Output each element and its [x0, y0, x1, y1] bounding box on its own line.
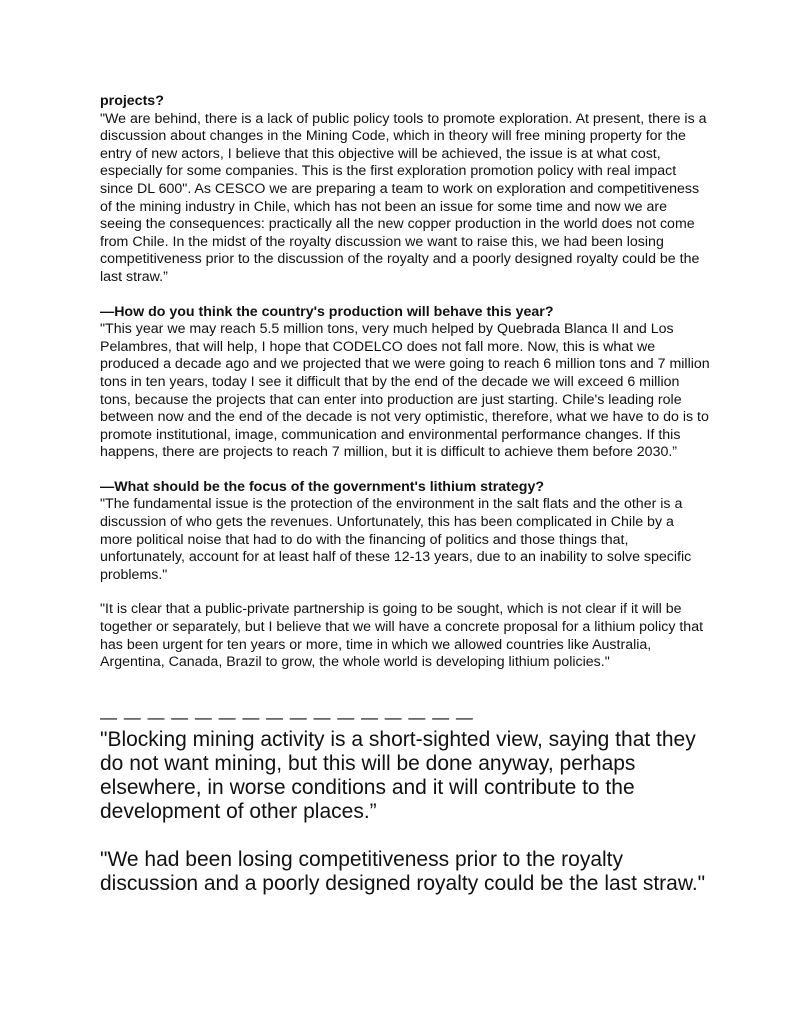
question-3: —What should be the focus of the government's lithium strategy?	[100, 478, 545, 495]
pull-quote-1: "Blocking mining activity is a short-sighted view, saying that they do not want mining, but this will be done anyway, perhaps elsewhere, in worse conditions and it will contribute to the development of other places.”	[100, 727, 696, 823]
answer-3b: "It is clear that a public-private partnership is going to be sought, which is not clear if it will be together or separately, but I believe that we will have a concrete proposal for a lithium policy that has been urgent for ten years or more, time in which we allowed countries like Australia, Argentina, Canada, Brazil to grow, the whole world is developing lithium policies."	[100, 601, 704, 671]
document-page	[100, 93, 710, 896]
question-2: —How do you think the country's production will behave this year?	[100, 303, 554, 320]
section-divider: — — — — — — — — — — — — — — — —	[100, 707, 474, 727]
answer-3a: "The fundamental issue is the protection of the environment in the salt flats and the other is a discussion of who gets the revenues. Unfortunately, this has been complicated in Chile by a more political noise that had to do with the financing of politics and those things that, unfortunately, account for at least half of these 12-13 years, due to an inability to solve specific problems."	[100, 496, 692, 583]
answer-2: "This year we may reach 5.5 million tons, very much helped by Quebrada Blanca II and Los Pelambres, that will help, I hope that CODELCO does not fall more. Now, this is what we produced a decade ago and we projected that we were going to reach 6 million tons and 7 million tons in ten years, today I see it difficult that by the end of the decade we will exceed 6 million tons, because the projects that can enter into production are just starting. Chile's leading role between now and the end of the decade is not very optimistic, therefore, what we have to do is to promote institutional, image, communication and environmental performance changes. If this happens, there are projects to reach 7 million, but it is difficult to achieve them before 2030.”	[100, 321, 710, 461]
question-1-tail: projects?	[100, 93, 164, 109]
answer-1: "We are behind, there is a lack of public policy tools to promote exploration. At present, there is a discussion about changes in the Mining Code, which in theory will free mining property for the entry of new actors, I believe that this objective will be achieved, the issue is at what cost, especially for some companies. This is the first exploration promotion policy with real impact since DL 600". As CESCO we are preparing a team to work on exploration and competitiveness of the mining industry in Chile, which has not been an issue for some time and now we are seeing the consequences: practically all the new copper production in the world does not come from Chile. In the midst of the royalty discussion we want to raise this, we had been losing competitiveness prior to the discussion of the royalty and a poorly designed royalty could be the last straw.”	[100, 110, 707, 285]
pull-quote-2: "We had been losing competitiveness prior to the royalty discussion and a poorly designed royalty could be the last straw."	[100, 847, 706, 895]
